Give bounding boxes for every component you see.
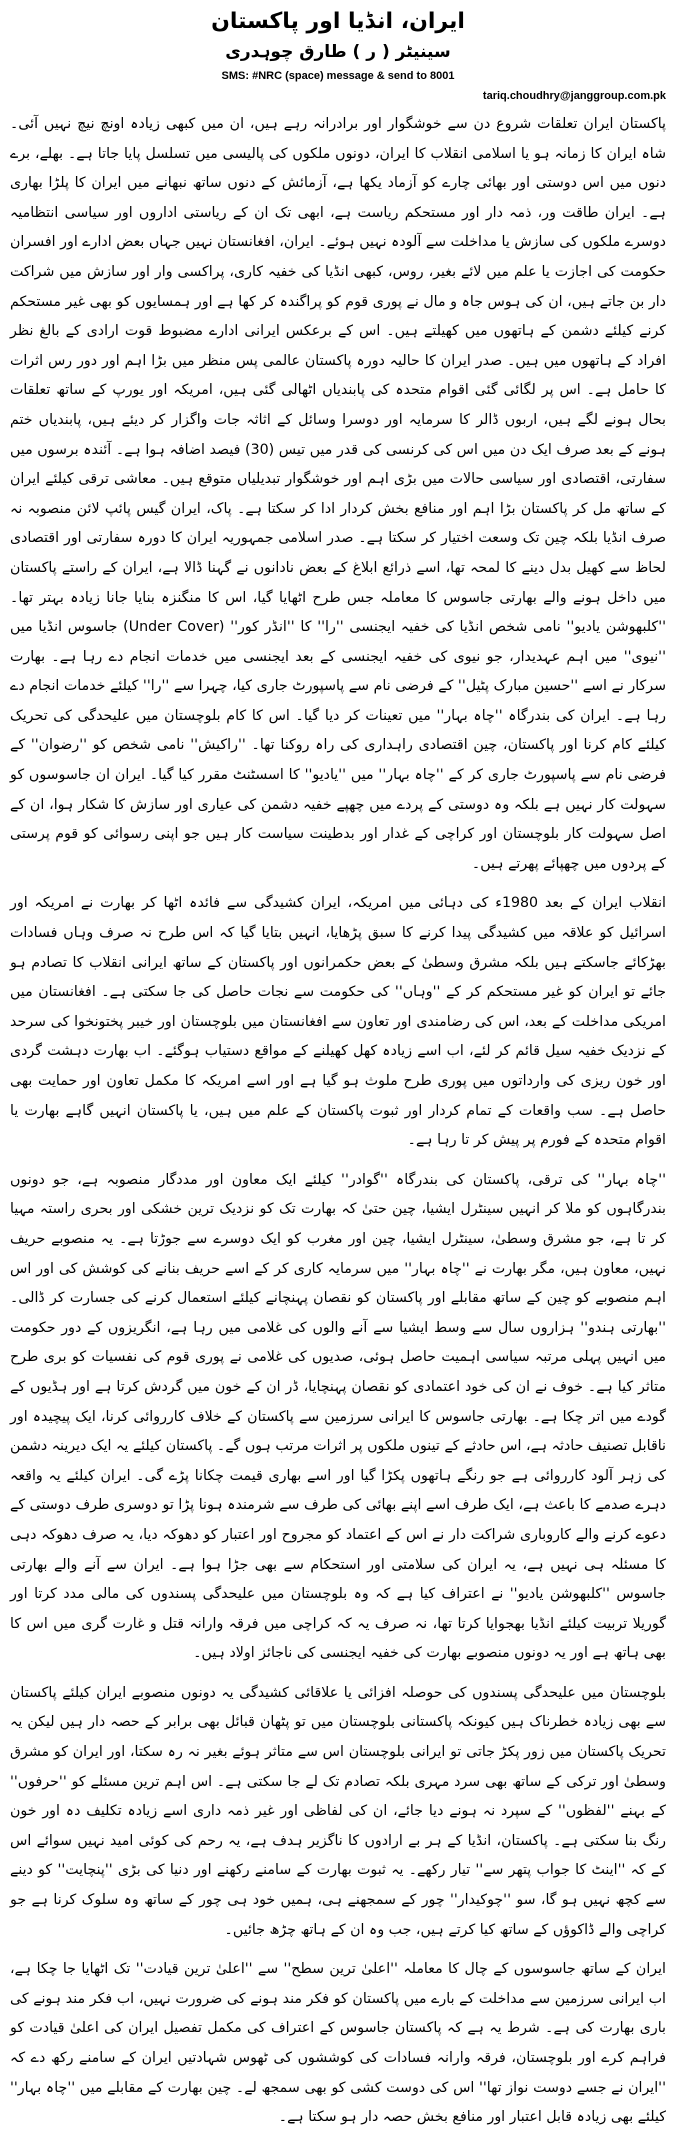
article-paragraph: ایران کے ساتھ جاسوسوں کے چال کا معاملہ ''اعلیٰ ترین سطح'' سے ''اعلیٰ ترین قیادت'' تک اٹھایا جا چکا ہے، اب ایرانی سرزمین سے مداخلت کے بارے میں پاکستان کو فکر مند ہونے کی ضرورت نہیں، اب فکر مند ہونے کی باری بھارت کی ہے۔ شرط یہ ہے کہ پاکستان جاسوس کے اعتراف کی مکمل تفصیل ایران کی اعلیٰ قیادت کو فراہم کرے اور بلوچستان، فرقہ وارانہ فسادات کی کوششوں کی ٹھوس شہادتیں ایران کے سامنے رکھ دے کہ ''ایران نے جسے دوست نواز تھا'' اس کی دوست کشی کو بھی سمجھ لے۔ چین بھارت کے مقابلے میں ''چاہ بہار'' کیلئے بھی زیادہ قابل اعتبار اور منافع بخش حصہ دار ہو سکتا ہے۔ <box>10 1961 666 2126</box>
article-title: ایران، انڈیا اور پاکستان <box>211 9 465 34</box>
sms-instructions: SMS: #NRC (space) message & send to 8001 <box>221 70 455 82</box>
author-byline: سینیٹر ( ر ) طارق چوہدری <box>225 42 451 62</box>
article-paragraph: بلوچستان میں علیحدگی پسندوں کی حوصلہ افزائی یا علاقائی کشیدگی یہ دونوں منصوبے ایران کیلئے پاکستان سے بھی زیادہ خطرناک ہیں کیونکہ پاکستانی بلوچستان میں تو پٹھان قبائل بھی برابر کے حصہ دار ہیں لیکن یہ تحریک پاکستان میں زور پکڑ جاتی تو ایرانی بلوچستان اس سے متاثر ہوئے بغیر نہ رہ سکتا، اور ایران کو مشرق وسطیٰ اور ترکی کے ساتھ بھی سرد مہری بلکہ تصادم تک لے جا سکتی ہے۔ اس اہم ترین مسئلے کو ''حرفوں'' کے بہنے ''لفظوں'' کے سپرد نہ ہونے دیا جائے، ان کی لفاظی اور غیر ذمہ داری اسے زیادہ تکلیف دہ اور خون رنگ بنا سکتی ہے۔ پاکستان، انڈیا کے ہر بے ارادوں کا ناگزیر ہدف ہے، یہ رحم کی کوئی امید نہیں سوائے اس کے کہ ''اینٹ کا جواب پتھر سے'' تیار رکھے۔ یہ ثبوت بھارت کے سامنے رکھنے اور دنیا کی بڑی ''پنچایت'' کو دینے سے کچھ نہیں ہو گا، سو ''چوکیدار'' چور کے سمجھنے ہی، ہمیں خود ہی چور کے ساتھ وہ سلوک کرنا ہے جو کراچی والے ڈاکوؤں کے ساتھ کیا کرتے ہیں، جب وہ ان کے ہاتھ چڑھ جائیں۔ <box>10 1684 666 1938</box>
article-paragraph: پاکستان ایران تعلقات شروع دن سے خوشگوار اور برادرانہ رہے ہیں، ان میں کبھی زیادہ اونچ نیچ نہیں آئی۔ شاہ ایران کا زمانہ ہو یا اسلامی انقلاب کا ایران، دونوں ملکوں کی پالیسی میں تسلسل پایا جاتا ہے۔ بھلے، برے دنوں میں اس دوستی اور بھائی چارے کو آزماد یکھا ہے، آزمائش کے دنوں ساتھ نبھانے میں ایران کا پلڑا بھاری ہے۔ ایران طاقت ور، ذمہ دار اور مستحکم ریاست ہے، ابھی تک ان کے ریاستی اداروں اور سیاسی انتظامیہ دوسرے ملکوں کی سازش یا مداخلت سے آلودہ نہیں ہوئے۔ ایران، افغانستان نہیں جہاں بعض ادارے اور افسران حکومت کی اجازت یا علم میں لائے بغیر، روس، کبھی انڈیا کی خفیہ کاری، پراکسی وار اور سازش میں شراکت دار بن جاتے ہیں، ان کی ہوس جاہ و مال نے پوری قوم کو پراگندہ کر کھا ہے اور ہمسایوں کو بھی غیر مستحکم کرنے کیلئے دشمن کے ہاتھوں میں کھیلتے ہیں۔ اس کے برعکس ایرانی ادارے مضبوط قوت ارادی کے بالغ نظر افراد کے ہاتھوں میں ہیں۔ صدر ایران کا حالیہ دورہ پاکستان عالمی پس منظر میں بڑا اہم اور دور رس اثرات کا حامل ہے۔ اس پر لگائی گئی اقوام متحدہ کی پابندیاں اٹھالی گئی ہیں، امریکہ اور یورپ کے ساتھ تعلقات بحال ہونے لگے ہیں، اربوں ڈالر کا سرمایہ اور دوسرا وسائل کے اثاثہ جات واگزار کر دیئے ہیں، پابندیاں ختم ہونے کے بعد صرف ایک دن میں اس کی کرنسی کی قدر میں تیس (30) فیصد اضافہ ہوا ہے۔ آئندہ برسوں میں سفارتی، اقتصادی اور سیاسی حالات میں بڑی اہم اور خوشگوار تبدیلیاں متوقع ہیں۔ معاشی ترقی کیلئے ایران کے ساتھ مل کر پاکستان بڑا اہم اور منافع بخش کردار ادا کر سکتا ہے۔ پاک، ایران گیس پائپ لائن منصوبہ نہ صرف انڈیا بلکہ چین تک وسعت اختیار کر سکتا ہے۔ صدر اسلامی جمہوریہ ایران کا دورہ سفارتی اور اقتصادی لحاظ سے کھیل بدل دینے کا لمحہ تھا، اسے ذرائع ابلاغ کے بعض نادانوں نے گہنا ڈالا ہے، ایران کے راستے پاکستان میں داخل ہونے والے بھارتی جاسوس کا معاملہ جس طرح اٹھایا گیا، اس کا منگنزہ بنایا جانا زیادہ بہتر تھا۔ ''کلبھوشن یادیو'' نامی شخص انڈیا کی خفیہ ایجنسی ''را'' کا ''انڈر کور'' (Under Cover) جاسوس انڈیا میں ''نیوی'' میں اہم عہدیدار، جو نیوی کی خفیہ ایجنسی کے بعد ایجنسی میں خدمات انجام دے رہا ہے۔ بھارت سرکار نے اسے ''حسین مبارک پٹیل'' کے فرضی نام سے پاسپورٹ جاری کیا، چہرا سے ''را'' کیلئے خدمات انجام دے رہا ہے۔ ایران کی بندرگاہ ''چاہ بہار'' میں تعینات کر دیا گیا۔ اس کا کام بلوچستان میں علیحدگی کی تحریک کیلئے کام کرنا اور پاکستان، چین اقتصادی راہداری کی راہ روکنا تھا۔ ''راکیش'' نامی شخص کو ''رضوان'' کے فرضی نام سے پاسپورٹ جاری کر کے ''چاہ بہار'' میں ''یادیو'' کا اسسٹنٹ مقرر کیا گیا۔ ایران ان جاسوسوں کو سہولت کار نہیں ہے بلکہ وہ دوستی کے پردے میں چھپے خفیہ دشمن کی عیاری اور سازش کا شکار ہوا، ان کے اصل سہولت کار بلوچستان اور کراچی کے غدار اور بدطینت سیاست کار ہیں جو اپنی رسوائی کو قوم پرستی کے پردوں میں چھپائے پھرتے ہیں۔ <box>10 116 667 872</box>
article-paragraph: انقلاب ایران کے بعد 1980ء کی دہائی میں امریکہ، ایران کشیدگی سے فائدہ اٹھا کر بھارت نے امریکہ اور اسرائیل کو علاقہ میں کشیدگی پیدا کرنے کا سبق پڑھایا، انہیں بتایا گیا کہ اس طرح نہ صرف وہاں فسادات بھڑکائے جاسکتے ہیں بلکہ مشرق وسطیٰ کے بعض حکمرانوں اور پاکستان کے ساتھ ایرانی انقلاب کا تصادم ہو جائے تو ایران کو غیر مستحکم کر کے ''وہاں'' کی حکومت سے نجات حاصل کی جا سکتی ہے۔ افغانستان میں امریکی مداخلت کے بعد، اس کی رضامندی اور تعاون سے افغانستان میں بلوچستان اور خیبر پختونخوا کی سرحد کے نزدیک خفیہ سیل قائم کر لئے، اب اسے زیادہ کھل کھیلنے کے مواقع دستیاب ہوگئے۔ اب بھارت دہشت گردی اور خون ریزی کی وارداتوں میں پوری طرح ملوث ہو گیا ہے اور اسے امریکہ کا مکمل تعاون اور حمایت بھی حاصل ہے۔ سب واقعات کے تمام کردار اور ثبوت پاکستان کے علم میں ہیں، یا پاکستان انہیں گاہے بھارت یا اقوام متحدہ کے فورم پر پیش کر تا رہا ہے۔ <box>10 895 666 1149</box>
author-email: tariq.choudhry@janggroup.com.pk <box>482 90 666 102</box>
article-paragraph: ''چاہ بہار'' کی ترقی، پاکستان کی بندرگاہ ''گوادر'' کیلئے ایک معاون اور مددگار منصوبہ ہے، جو دونوں بندرگاہوں کو ملا کر انہیں سینٹرل ایشیا، چین حتیٰ کہ بھارت تک کو نزدیک ترین خشکی اور بحری راستہ مہیا کر تا ہے، جو مشرق وسطیٰ، سینٹرل ایشیا، چین اور مغرب کو ایک دوسرے سے جوڑتا ہے۔ یہ منصوبے حریف نہیں، معاون ہیں، مگر بھارت نے ''چاہ بہار'' میں سرمایہ کاری کر کے اسے حریف بنانے کی کوشش کی اور اس اہم منصوبے کو چین کے ساتھ مقابلے اور پاکستان کو نقصان پہنچانے کیلئے استعمال کرنے کی جسارت کر ڈالی۔ ''بھارتی ہندو'' ہزاروں سال سے وسط ایشیا سے آنے والوں کی غلامی میں رہا ہے، انگریزوں کے دور حکومت میں انہیں پہلی مرتبہ سیاسی اہمیت حاصل ہوئی، صدیوں کی غلامی نے پوری قوم کی نفسیات کو بری طرح متاثر کیا ہے۔ خوف نے ان کی خود اعتمادی کو نقصان پہنچایا، ڈر ان کے خون میں گردش کرتا ہے اور ہڈیوں کے گودے میں اتر چکا ہے۔ بھارتی جاسوس کا ایرانی سرزمین سے پاکستان کے خلاف کارروائی کرنا، ایک پیچیدہ اور ناقابل تصنیف حادثہ ہے، اس حادثے کے تینوں ملکوں پر اثرات مرتب ہوں گے۔ پاکستان کیلئے یہ ایک دیرینہ دشمن کی زہر آلود کارروائی ہے جو رنگے ہاتھوں پکڑا گیا اور اسے بھاری قیمت چکانا پڑے گی۔ ایران کیلئے یہ واقعہ دہرے صدمے کا باعث ہے، ایک طرف اسے اپنے بھائی کی طرف سے شرمندہ ہونا پڑا تو دوسری طرف دوستی کے دعوے کرنے والے کاروباری شراکت دار نے اس کے اعتماد کو مجروح اور اعتبار کو دھوکہ دیا، یہ صرف دھوکہ دہی کا مسئلہ ہی نہیں ہے، یہ ایران کی سلامتی اور استحکام سے بھی جڑا ہوا ہے۔ ایران سے آنے والے بھارتی جاسوس ''کلبھوشن یادیو'' نے اعتراف کیا ہے کہ وہ بلوچستان میں علیحدگی پسندوں کی مالی مدد کرتا اور گوریلا تربیت کیلئے انڈیا بھجوایا کرتا تھا، نہ صرف یہ کہ کراچی میں فرقہ وارانہ قتل و غارت گری میں اس کا بھی ہاتھ ہے اور یہ دونوں منصوبے بھارت کی خفیہ ایجنسی کی ناجائز اولاد ہیں۔ <box>10 1171 666 1662</box>
